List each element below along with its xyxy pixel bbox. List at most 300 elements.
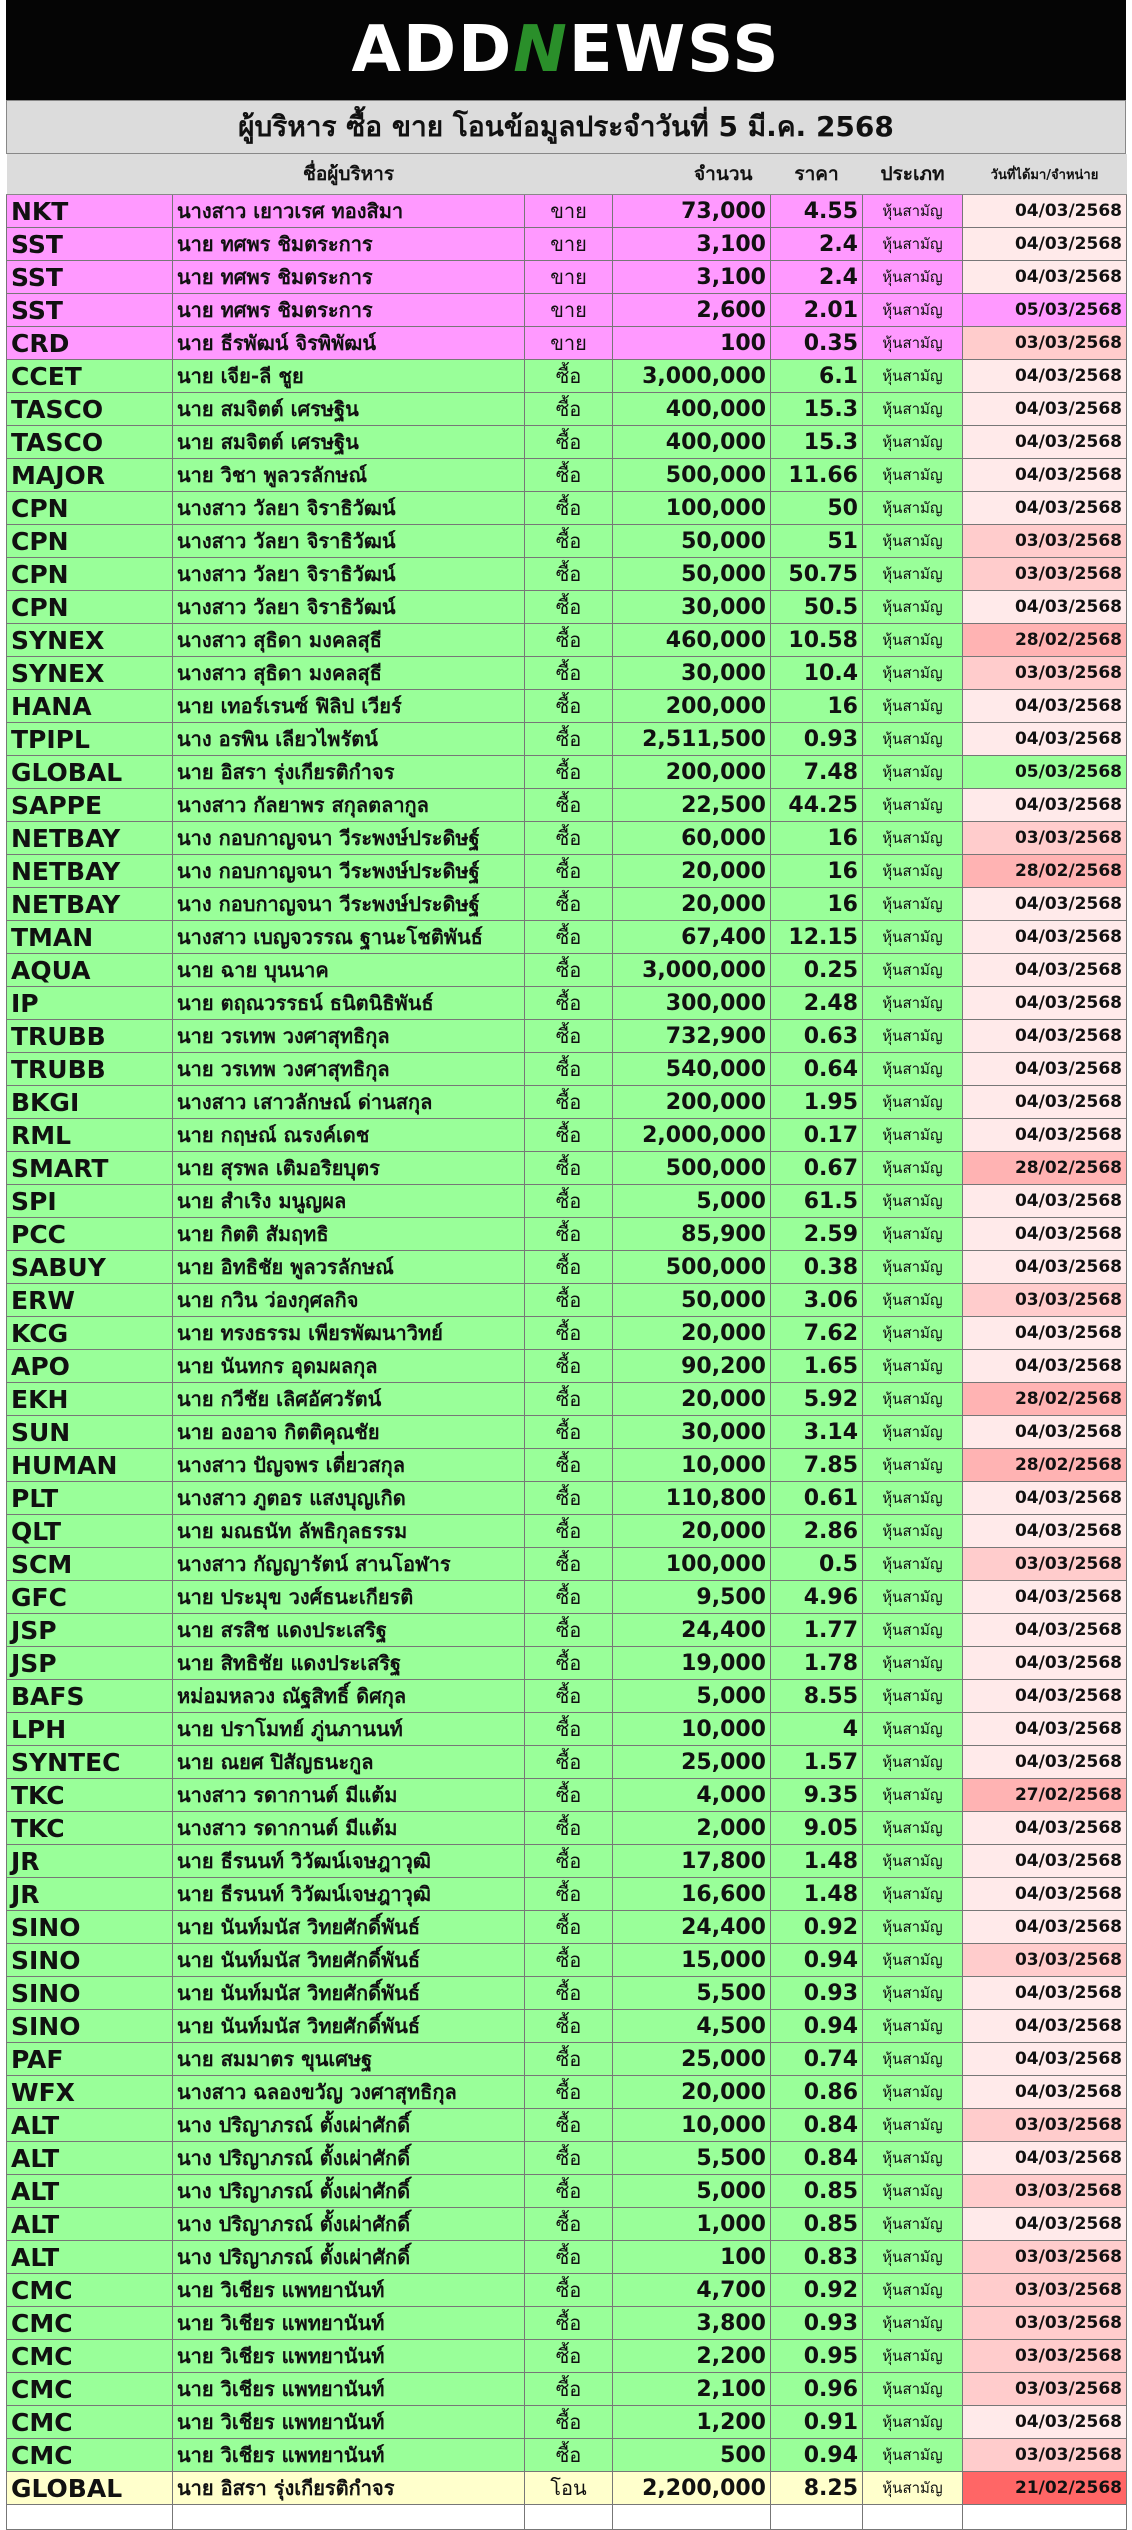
cell-qty: 1,200 bbox=[613, 2406, 771, 2439]
cell-action: ซื้อ bbox=[525, 1548, 613, 1581]
cell-date: 04/03/2568 bbox=[963, 1581, 1127, 1614]
cell-date: 03/03/2568 bbox=[963, 657, 1127, 690]
cell-price: 9.05 bbox=[771, 1812, 863, 1845]
cell-date: 04/03/2568 bbox=[963, 1614, 1127, 1647]
cell-date: 04/03/2568 bbox=[963, 1350, 1127, 1383]
cell-price: 0.94 bbox=[771, 1944, 863, 1977]
cell-symbol: ERW bbox=[7, 1284, 173, 1317]
cell-name: นาย สมจิตต์ เศรษฐิน bbox=[173, 426, 525, 459]
cell-action: ซื้อ bbox=[525, 393, 613, 426]
cell-date: 28/02/2568 bbox=[963, 624, 1127, 657]
table-row bbox=[7, 987, 1127, 1020]
cell-price: 16 bbox=[771, 855, 863, 888]
cell-action: ซื้อ bbox=[525, 1152, 613, 1185]
table-row bbox=[7, 558, 1127, 591]
cell-qty: 19,000 bbox=[613, 1647, 771, 1680]
cell-qty: 73,000 bbox=[613, 195, 771, 228]
table-row bbox=[7, 1515, 1127, 1548]
cell-action: ซื้อ bbox=[525, 426, 613, 459]
cell-type: หุ้นสามัญ bbox=[863, 2175, 963, 2208]
cell-name: นาย สรสิช แดงประเสริฐ bbox=[173, 1614, 525, 1647]
cell-qty: 100 bbox=[613, 2241, 771, 2274]
cell-qty: 400,000 bbox=[613, 426, 771, 459]
table-row bbox=[7, 492, 1127, 525]
cell-action: ซื้อ bbox=[525, 1251, 613, 1284]
cell-action: ซื้อ bbox=[525, 2109, 613, 2142]
cell-type: หุ้นสามัญ bbox=[863, 1053, 963, 1086]
cell-price: 1.95 bbox=[771, 1086, 863, 1119]
cell-name: นาย วิเชียร แพทยานันท์ bbox=[173, 2340, 525, 2373]
cell-symbol: SCM bbox=[7, 1548, 173, 1581]
cell-action: ซื้อ bbox=[525, 690, 613, 723]
cell-date: 04/03/2568 bbox=[963, 1812, 1127, 1845]
cell-action: ซื้อ bbox=[525, 2274, 613, 2307]
cell-date: 28/02/2568 bbox=[963, 855, 1127, 888]
cell-type: หุ้นสามัญ bbox=[863, 723, 963, 756]
cell-price: 0.92 bbox=[771, 2274, 863, 2307]
cell-qty: 30,000 bbox=[613, 591, 771, 624]
cell-name: นางสาว เยาวเรศ ทองสิมา bbox=[173, 195, 525, 228]
table-row bbox=[7, 1845, 1127, 1878]
cell-symbol: APO bbox=[7, 1350, 173, 1383]
cell-price: 0.38 bbox=[771, 1251, 863, 1284]
cell-symbol: SYNEX bbox=[7, 624, 173, 657]
cell-name: นาย อิสรา รุ่งเกียรติกำจร bbox=[173, 2472, 525, 2505]
cell-action: ขาย bbox=[525, 294, 613, 327]
cell-type: หุ้นสามัญ bbox=[863, 1911, 963, 1944]
table-row bbox=[7, 2208, 1127, 2241]
cell-action: ซื้อ bbox=[525, 2373, 613, 2406]
cell-qty: 20,000 bbox=[613, 1515, 771, 1548]
table-row bbox=[7, 1449, 1127, 1482]
table-row bbox=[7, 1416, 1127, 1449]
cell-action: ซื้อ bbox=[525, 1647, 613, 1680]
cell-action: ซื้อ bbox=[525, 888, 613, 921]
cell-name: นาย อิสรา รุ่งเกียรติกำจร bbox=[173, 756, 525, 789]
cell-qty: 5,500 bbox=[613, 1977, 771, 2010]
cell-action: ซื้อ bbox=[525, 2208, 613, 2241]
cell-date: 04/03/2568 bbox=[963, 1647, 1127, 1680]
cell-symbol: TRUBB bbox=[7, 1053, 173, 1086]
cell-type: หุ้นสามัญ bbox=[863, 1482, 963, 1515]
cell-date: 04/03/2568 bbox=[963, 393, 1127, 426]
cell-qty: 50,000 bbox=[613, 558, 771, 591]
cell-symbol: ALT bbox=[7, 2241, 173, 2274]
cell-price: 0.93 bbox=[771, 723, 863, 756]
cell-action: ซื้อ bbox=[525, 591, 613, 624]
cell-qty: 200,000 bbox=[613, 756, 771, 789]
cell-date: 03/03/2568 bbox=[963, 2340, 1127, 2373]
cell-price: 1.77 bbox=[771, 1614, 863, 1647]
cell-name: นาย วิเชียร แพทยานันท์ bbox=[173, 2274, 525, 2307]
cell-symbol: SST bbox=[7, 294, 173, 327]
cell-qty: 2,000,000 bbox=[613, 1119, 771, 1152]
cell-symbol: TKC bbox=[7, 1779, 173, 1812]
cell-name: นางสาว เสาวลักษณ์ ด่านสกุล bbox=[173, 1086, 525, 1119]
table-row bbox=[7, 591, 1127, 624]
cell-price: 0.96 bbox=[771, 2373, 863, 2406]
cell-type: หุ้นสามัญ bbox=[863, 261, 963, 294]
table-row bbox=[7, 2340, 1127, 2373]
cell-action: ซื้อ bbox=[525, 2043, 613, 2076]
cell-name: นาง ปริญาภรณ์ ตั้งเผ่าศักดิ์ bbox=[173, 2175, 525, 2208]
cell-name: นาย ทรงธรรม เพียรพัฒนาวิทย์ bbox=[173, 1317, 525, 1350]
cell-qty: 732,900 bbox=[613, 1020, 771, 1053]
cell-price: 0.86 bbox=[771, 2076, 863, 2109]
cell-date: 03/03/2568 bbox=[963, 2274, 1127, 2307]
cell-name: หม่อมหลวง ณัฐสิทธิ์ ดิศกุล bbox=[173, 1680, 525, 1713]
cell-type: หุ้นสามัญ bbox=[863, 2439, 963, 2472]
insider-trades-table bbox=[6, 154, 1127, 2530]
cell-date: 04/03/2568 bbox=[963, 2076, 1127, 2109]
cell-type: หุ้นสามัญ bbox=[863, 657, 963, 690]
cell-price: 2.48 bbox=[771, 987, 863, 1020]
table-row bbox=[7, 1317, 1127, 1350]
cell-date: 03/03/2568 bbox=[963, 1548, 1127, 1581]
cell-symbol: IP bbox=[7, 987, 173, 1020]
cell-type: หุ้นสามัญ bbox=[863, 1152, 963, 1185]
table-row bbox=[7, 756, 1127, 789]
table-row bbox=[7, 294, 1127, 327]
cell-symbol: SYNEX bbox=[7, 657, 173, 690]
cell-qty: 460,000 bbox=[613, 624, 771, 657]
table-row bbox=[7, 1977, 1127, 2010]
cell-symbol: BAFS bbox=[7, 1680, 173, 1713]
cell-action: ขาย bbox=[525, 327, 613, 360]
cell-symbol: TASCO bbox=[7, 426, 173, 459]
cell-action: ซื้อ bbox=[525, 1680, 613, 1713]
cell-action: ซื้อ bbox=[525, 2010, 613, 2043]
cell-date: 04/03/2568 bbox=[963, 1086, 1127, 1119]
cell-name: นาย นันทกร อุดมผลกุล bbox=[173, 1350, 525, 1383]
cell-qty: 500,000 bbox=[613, 1152, 771, 1185]
cell-price: 8.55 bbox=[771, 1680, 863, 1713]
cell-date: 28/02/2568 bbox=[963, 1383, 1127, 1416]
cell-name: นาย สมจิตต์ เศรษฐิน bbox=[173, 393, 525, 426]
table-row bbox=[7, 2010, 1127, 2043]
cell-name: นาย ฉาย บุนนาค bbox=[173, 954, 525, 987]
cell-symbol: LPH bbox=[7, 1713, 173, 1746]
cell-name: นางสาว วัลยา จิราธิวัฒน์ bbox=[173, 591, 525, 624]
table-row bbox=[7, 1878, 1127, 1911]
cell-action: ซื้อ bbox=[525, 2340, 613, 2373]
cell-price: 0.94 bbox=[771, 2439, 863, 2472]
cell-symbol: SST bbox=[7, 261, 173, 294]
cell-name: นาง ปริญาภรณ์ ตั้งเผ่าศักดิ์ bbox=[173, 2109, 525, 2142]
header-name: ชื่อผู้บริหาร bbox=[173, 154, 525, 195]
table-row bbox=[7, 1548, 1127, 1581]
cell-qty: 15,000 bbox=[613, 1944, 771, 1977]
cell-action: ซื้อ bbox=[525, 1779, 613, 1812]
cell-qty: 5,000 bbox=[613, 2175, 771, 2208]
cell-qty: 4,000 bbox=[613, 1779, 771, 1812]
table-row bbox=[7, 2142, 1127, 2175]
cell-action: ซื้อ bbox=[525, 855, 613, 888]
cell-price: 0.74 bbox=[771, 2043, 863, 2076]
table-row bbox=[7, 1713, 1127, 1746]
cell-price: 44.25 bbox=[771, 789, 863, 822]
cell-action: ซื้อ bbox=[525, 1515, 613, 1548]
table-row bbox=[7, 1614, 1127, 1647]
cell-price: 1.57 bbox=[771, 1746, 863, 1779]
cell-name: นาย สุรพล เติมอริยบุตร bbox=[173, 1152, 525, 1185]
cell-symbol: BKGI bbox=[7, 1086, 173, 1119]
cell-type: หุ้นสามัญ bbox=[863, 888, 963, 921]
cell-date: 03/03/2568 bbox=[963, 558, 1127, 591]
cell-name: นาย ทศพร ชิมตระการ bbox=[173, 294, 525, 327]
table-row bbox=[7, 1185, 1127, 1218]
cell-date: 04/03/2568 bbox=[963, 789, 1127, 822]
cell-name: นาง กอบกาญจนา วีระพงษ์ประดิษฐ์ bbox=[173, 888, 525, 921]
cell-type: หุ้นสามัญ bbox=[863, 2076, 963, 2109]
cell-name: นาย วรเทพ วงศาสุทธิกุล bbox=[173, 1053, 525, 1086]
cell-date: 04/03/2568 bbox=[963, 954, 1127, 987]
cell-type: หุ้นสามัญ bbox=[863, 2142, 963, 2175]
table-row bbox=[7, 1020, 1127, 1053]
cell-qty: 100,000 bbox=[613, 492, 771, 525]
cell-date: 03/03/2568 bbox=[963, 2109, 1127, 2142]
cell-type: หุ้นสามัญ bbox=[863, 2274, 963, 2307]
cell-name: นาย นันท์มนัส วิทยศักดิ์พันธ์ bbox=[173, 2010, 525, 2043]
cell-type: หุ้นสามัญ bbox=[863, 591, 963, 624]
cell-type: หุ้นสามัญ bbox=[863, 987, 963, 1020]
cell-type: หุ้นสามัญ bbox=[863, 1812, 963, 1845]
cell-price: 12.15 bbox=[771, 921, 863, 954]
table-row bbox=[7, 1911, 1127, 1944]
table-row bbox=[7, 2076, 1127, 2109]
cell-name: นาย เทอร์เรนซ์ ฟิลิป เวียร์ bbox=[173, 690, 525, 723]
cell-symbol: AQUA bbox=[7, 954, 173, 987]
cell-name: นาง ปริญาภรณ์ ตั้งเผ่าศักดิ์ bbox=[173, 2208, 525, 2241]
cell-name: นาง อรพิน เลียวไพรัตน์ bbox=[173, 723, 525, 756]
cell-type: หุ้นสามัญ bbox=[863, 2340, 963, 2373]
cell-symbol: SINO bbox=[7, 1977, 173, 2010]
cell-qty: 110,800 bbox=[613, 1482, 771, 1515]
cell-price: 0.67 bbox=[771, 1152, 863, 1185]
cell-price: 15.3 bbox=[771, 393, 863, 426]
cell-price: 7.85 bbox=[771, 1449, 863, 1482]
cell-price: 0.61 bbox=[771, 1482, 863, 1515]
cell-name: นาย ตฤณวรรธน์ ธนิตนิธิพันธ์ bbox=[173, 987, 525, 1020]
cell-qty: 16,600 bbox=[613, 1878, 771, 1911]
cell-qty: 5,000 bbox=[613, 1680, 771, 1713]
cell-action: ซื้อ bbox=[525, 2307, 613, 2340]
cell-date: 04/03/2568 bbox=[963, 1218, 1127, 1251]
table-row bbox=[7, 525, 1127, 558]
cell-qty: 4,700 bbox=[613, 2274, 771, 2307]
cell-qty: 200,000 bbox=[613, 1086, 771, 1119]
cell-type: หุ้นสามัญ bbox=[863, 2307, 963, 2340]
cell-name: นาง ปริญาภรณ์ ตั้งเผ่าศักดิ์ bbox=[173, 2241, 525, 2274]
cell-type: หุ้นสามัญ bbox=[863, 1119, 963, 1152]
cell-qty: 60,000 bbox=[613, 822, 771, 855]
cell-price: 5.92 bbox=[771, 1383, 863, 1416]
cell-name: นาง กอบกาญจนา วีระพงษ์ประดิษฐ์ bbox=[173, 822, 525, 855]
cell-price: 2.01 bbox=[771, 294, 863, 327]
cell-date: 04/03/2568 bbox=[963, 888, 1127, 921]
cell-symbol: JR bbox=[7, 1845, 173, 1878]
cell-type: หุ้นสามัญ bbox=[863, 525, 963, 558]
cell-type: หุ้นสามัญ bbox=[863, 1878, 963, 1911]
cell-name: นางสาว สุธิดา มงคลสุธี bbox=[173, 657, 525, 690]
table-row bbox=[7, 327, 1127, 360]
cell-qty: 2,100 bbox=[613, 2373, 771, 2406]
cell-date: 21/02/2568 bbox=[963, 2472, 1127, 2505]
header-qty: จำนวน bbox=[613, 154, 771, 195]
table-row bbox=[7, 1680, 1127, 1713]
cell-name: นางสาว ฉลองขวัญ วงศาสุทธิกุล bbox=[173, 2076, 525, 2109]
cell-date: 03/03/2568 bbox=[963, 2175, 1127, 2208]
cell-type: หุ้นสามัญ bbox=[863, 2010, 963, 2043]
cell-qty: 67,400 bbox=[613, 921, 771, 954]
cell-type: หุ้นสามัญ bbox=[863, 756, 963, 789]
cell-qty: 90,200 bbox=[613, 1350, 771, 1383]
cell-date: 04/03/2568 bbox=[963, 1713, 1127, 1746]
cell-price: 2.86 bbox=[771, 1515, 863, 1548]
cell-symbol: SINO bbox=[7, 1911, 173, 1944]
cell-qty: 540,000 bbox=[613, 1053, 771, 1086]
cell-qty: 2,000 bbox=[613, 1812, 771, 1845]
table-row bbox=[7, 1350, 1127, 1383]
cell-name: นางสาว รดากานต์ มีแต้ม bbox=[173, 1779, 525, 1812]
cell-name: นาย วิชา พูลวรลักษณ์ bbox=[173, 459, 525, 492]
cell-price: 0.5 bbox=[771, 1548, 863, 1581]
cell-type: หุ้นสามัญ bbox=[863, 1020, 963, 1053]
cell-date: 04/03/2568 bbox=[963, 2406, 1127, 2439]
table-row bbox=[7, 459, 1127, 492]
cell-qty: 4,500 bbox=[613, 2010, 771, 2043]
cell-type: หุ้นสามัญ bbox=[863, 1317, 963, 1350]
header-symbol bbox=[7, 154, 173, 195]
cell-price: 16 bbox=[771, 888, 863, 921]
cell-price: 0.92 bbox=[771, 1911, 863, 1944]
cell-name: นางสาว ภูตอร แสงบุญเกิด bbox=[173, 1482, 525, 1515]
cell-date: 05/03/2568 bbox=[963, 756, 1127, 789]
cell-name: นางสาว ปัญจพร เตี่ยวสกุล bbox=[173, 1449, 525, 1482]
cell-date: 04/03/2568 bbox=[963, 1680, 1127, 1713]
cell-symbol: CPN bbox=[7, 492, 173, 525]
cell-symbol: CMC bbox=[7, 2307, 173, 2340]
cell-name: นางสาว เบญจวรรณ ฐานะโชติพันธ์ bbox=[173, 921, 525, 954]
cell-date: 04/03/2568 bbox=[963, 1911, 1127, 1944]
cell-action: ซื้อ bbox=[525, 1911, 613, 1944]
cell-qty: 10,000 bbox=[613, 1449, 771, 1482]
table-row bbox=[7, 2109, 1127, 2142]
cell-type: หุ้นสามัญ bbox=[863, 426, 963, 459]
cell-date: 03/03/2568 bbox=[963, 1284, 1127, 1317]
table-row bbox=[7, 1119, 1127, 1152]
cell-action: ซื้อ bbox=[525, 2175, 613, 2208]
cell-price: 50.75 bbox=[771, 558, 863, 591]
cell-price: 10.58 bbox=[771, 624, 863, 657]
cell-price: 4.55 bbox=[771, 195, 863, 228]
table-row bbox=[7, 855, 1127, 888]
cell-price: 6.1 bbox=[771, 360, 863, 393]
cell-name: นางสาว วัลยา จิราธิวัฒน์ bbox=[173, 492, 525, 525]
cell-symbol: EKH bbox=[7, 1383, 173, 1416]
cell-type: หุ้นสามัญ bbox=[863, 1086, 963, 1119]
cell-date: 03/03/2568 bbox=[963, 1944, 1127, 1977]
page-title: ผู้บริหาร ซื้อ ขาย โอนข้อมูลประจำวันที่ 5 มี.ค. 2568 bbox=[6, 100, 1126, 154]
cell-date: 04/03/2568 bbox=[963, 1119, 1127, 1152]
cell-type: หุ้นสามัญ bbox=[863, 1383, 963, 1416]
cell-date: 04/03/2568 bbox=[963, 1020, 1127, 1053]
cell-action: ซื้อ bbox=[525, 1581, 613, 1614]
cell-action: ซื้อ bbox=[525, 1614, 613, 1647]
cell-name: นาย ประมุข วงศ์ธนะเกียรติ bbox=[173, 1581, 525, 1614]
cell-symbol: CMC bbox=[7, 2274, 173, 2307]
cell-action: ขาย bbox=[525, 261, 613, 294]
cell-price: 0.91 bbox=[771, 2406, 863, 2439]
cell-qty: 10,000 bbox=[613, 2109, 771, 2142]
cell-date: 04/03/2568 bbox=[963, 1416, 1127, 1449]
cell-type: หุ้นสามัญ bbox=[863, 1515, 963, 1548]
cell-date: 04/03/2568 bbox=[963, 921, 1127, 954]
cell-type: หุ้นสามัญ bbox=[863, 954, 963, 987]
table-row bbox=[7, 954, 1127, 987]
cell-action: ซื้อ bbox=[525, 954, 613, 987]
table-row bbox=[7, 195, 1127, 228]
cell-action: ซื้อ bbox=[525, 459, 613, 492]
cell-type: หุ้นสามัญ bbox=[863, 1680, 963, 1713]
cell-qty: 3,000,000 bbox=[613, 954, 771, 987]
table-body bbox=[7, 195, 1127, 2505]
cell-symbol: GLOBAL bbox=[7, 2472, 173, 2505]
cell-type: หุ้นสามัญ bbox=[863, 1449, 963, 1482]
cell-symbol: CCET bbox=[7, 360, 173, 393]
cell-symbol: SPI bbox=[7, 1185, 173, 1218]
cell-qty: 30,000 bbox=[613, 657, 771, 690]
cell-symbol: KCG bbox=[7, 1317, 173, 1350]
cell-name: นาย องอาจ กิตติคุณชัย bbox=[173, 1416, 525, 1449]
cell-action: ซื้อ bbox=[525, 1812, 613, 1845]
cell-type: หุ้นสามัญ bbox=[863, 294, 963, 327]
table-row bbox=[7, 2406, 1127, 2439]
table-row bbox=[7, 2307, 1127, 2340]
cell-name: นาย สำเริง มนูญผล bbox=[173, 1185, 525, 1218]
cell-name: นาง กอบกาญจนา วีระพงษ์ประดิษฐ์ bbox=[173, 855, 525, 888]
cell-action: ซื้อ bbox=[525, 1482, 613, 1515]
cell-action: ขาย bbox=[525, 228, 613, 261]
cell-action: ซื้อ bbox=[525, 558, 613, 591]
cell-symbol: NETBAY bbox=[7, 822, 173, 855]
cell-symbol: HUMAN bbox=[7, 1449, 173, 1482]
cell-type: หุ้นสามัญ bbox=[863, 1614, 963, 1647]
cell-qty: 100 bbox=[613, 327, 771, 360]
page bbox=[6, 0, 1126, 2530]
cell-name: นาย กิตติ สัมฤทธิ bbox=[173, 1218, 525, 1251]
cell-symbol: QLT bbox=[7, 1515, 173, 1548]
cell-name: นาย ณยศ ปิสัญธนะกูล bbox=[173, 1746, 525, 1779]
cell-date: 04/03/2568 bbox=[963, 2142, 1127, 2175]
cell-date: 04/03/2568 bbox=[963, 591, 1127, 624]
cell-price: 7.62 bbox=[771, 1317, 863, 1350]
cell-action: ซื้อ bbox=[525, 1713, 613, 1746]
cell-price: 15.3 bbox=[771, 426, 863, 459]
cell-date: 04/03/2568 bbox=[963, 723, 1127, 756]
cell-price: 51 bbox=[771, 525, 863, 558]
cell-action: ซื้อ bbox=[525, 2406, 613, 2439]
cell-type: หุ้นสามัญ bbox=[863, 1284, 963, 1317]
cell-qty: 24,400 bbox=[613, 1614, 771, 1647]
cell-date: 28/02/2568 bbox=[963, 1152, 1127, 1185]
cell-type: หุ้นสามัญ bbox=[863, 492, 963, 525]
table-header-row bbox=[7, 154, 1127, 195]
table-row bbox=[7, 624, 1127, 657]
cell-type: หุ้นสามัญ bbox=[863, 1647, 963, 1680]
cell-type: หุ้นสามัญ bbox=[863, 1218, 963, 1251]
cell-date: 03/03/2568 bbox=[963, 2307, 1127, 2340]
